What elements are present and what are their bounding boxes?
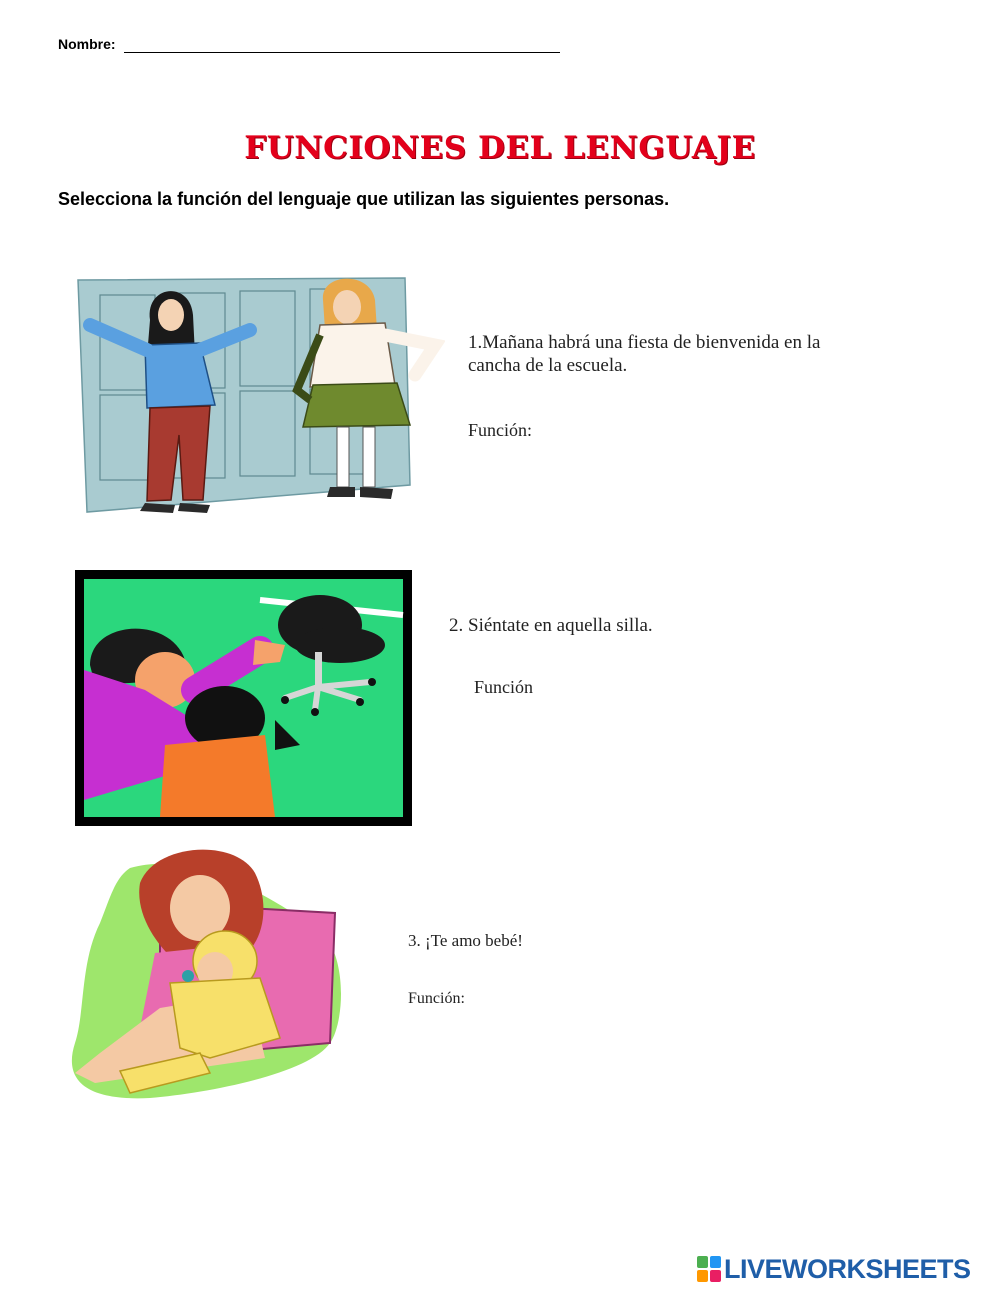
exercise-1-prompt-line1: 1.Mañana habrá una fiesta de bienvenida en la <box>468 332 821 353</box>
name-label: Nombre: <box>58 36 116 52</box>
instructions: Selecciona la función del lenguaje que utilizan las siguientes personas. <box>58 189 670 209</box>
exercise-1-function-label: Función: <box>468 420 533 440</box>
exercise-3-function-label: Función: <box>408 990 465 1007</box>
liveworksheets-brand-text: LIVEWORKSHEETS <box>724 1253 971 1284</box>
liveworksheets-logo-icon <box>697 1256 721 1282</box>
liveworksheets-logo <box>697 1253 971 1285</box>
exercise-1-prompt-line2: cancha de la escuela. <box>468 355 628 376</box>
exercise-2-function-label: Función <box>474 677 534 697</box>
page-title: FUNCIONES DEL LENGUAJE <box>244 130 756 166</box>
name-input-line[interactable] <box>124 52 560 53</box>
illustration-mother-child-chair <box>75 570 412 826</box>
illustration-girls-at-lockers <box>75 275 445 520</box>
illustration-mother-baby <box>60 843 360 1108</box>
exercise-2-prompt: 2. Siéntate en aquella silla. <box>449 615 653 636</box>
exercise-3-prompt: 3. ¡Te amo bebé! <box>408 931 523 950</box>
